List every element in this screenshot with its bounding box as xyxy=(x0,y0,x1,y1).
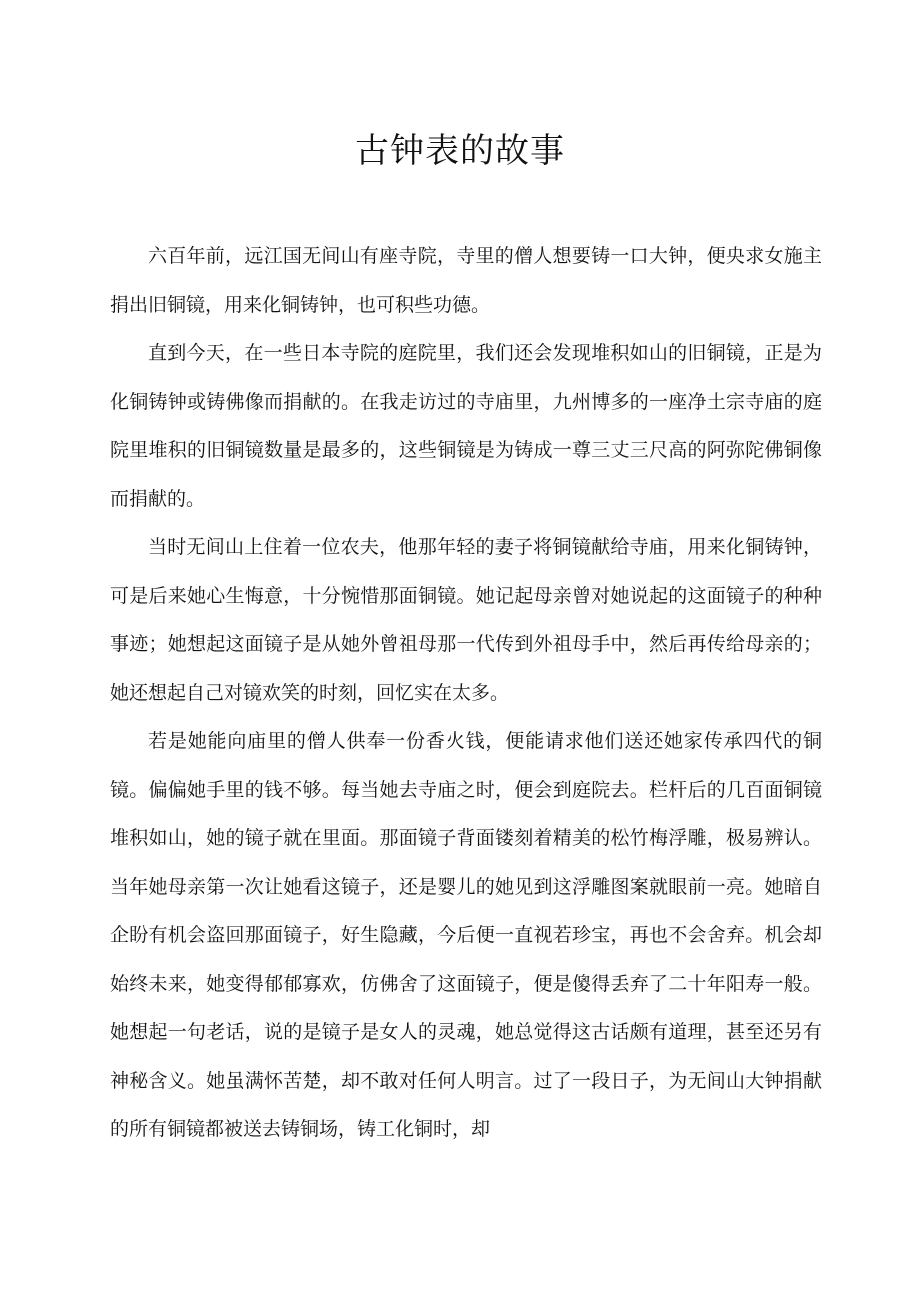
document-title: 古钟表的故事 xyxy=(355,131,565,171)
paragraph-4: 若是她能向庙里的僧人供奉一份香火钱，便能请求他们送还她家传承四代的铜镜。偏偏她手里的钱不够。每当她去寺庙之时，便会到庭院去。栏杆后的几百面铜镜堆积如山，她的镜子就在里面。那面镜子背面镂刻着精美的松竹梅浮雕，极易辨认。当年她母亲第一次让她看这镜子，还是婴儿的她见到这浮雕图案就眼前一亮。她暗自企盼有机会盗回那面镜子，好生隐藏，今后便一直视若珍宝，再也不会舍弃。机会却始终未来，她变得郁郁寡欢，仿佛舍了这面镜子，便是傻得丢弃了二十年阳寿一般。她想起一句老话，说的是镜子是女人的灵魂，她总觉得这古话颇有道理，甚至还另有神秘含义。她虽满怀苦楚，却不敢对任何人明言。过了一段日子，为无间山大钟捐献的所有铜镜都被送去铸铜场，铸工化铜时，却 xyxy=(110,730,822,1140)
document-body xyxy=(110,232,822,1154)
paragraph-3: 当时无间山上住着一位农夫，他那年轻的妻子将铜镜献给寺庙，用来化铜铸钟，可是后来她心生悔意，十分惋惜那面铜镜。她记起母亲曾对她说起的这面镜子的种种事迹；她想起这面镜子是从她外曾祖母那一代传到外祖母手中，然后再传给母亲的；她还想起自己对镜欢笑的时刻，回忆实在太多。 xyxy=(110,536,822,704)
paragraph-2: 直到今天，在一些日本寺院的庭院里，我们还会发现堆积如山的旧铜镜，正是为化铜铸钟或铸佛像而捐献的。在我走访过的寺庙里，九州博多的一座净土宗寺庙的庭院里堆积的旧铜镜数量是最多的，这些铜镜是为铸成一尊三丈三尺高的阿弥陀佛铜像而捐献的。 xyxy=(110,342,822,510)
paragraph-1: 六百年前，远江国无间山有座寺院，寺里的僧人想要铸一口大钟，便央求女施主捐出旧铜镜，用来化铜铸钟，也可积些功德。 xyxy=(110,245,822,316)
